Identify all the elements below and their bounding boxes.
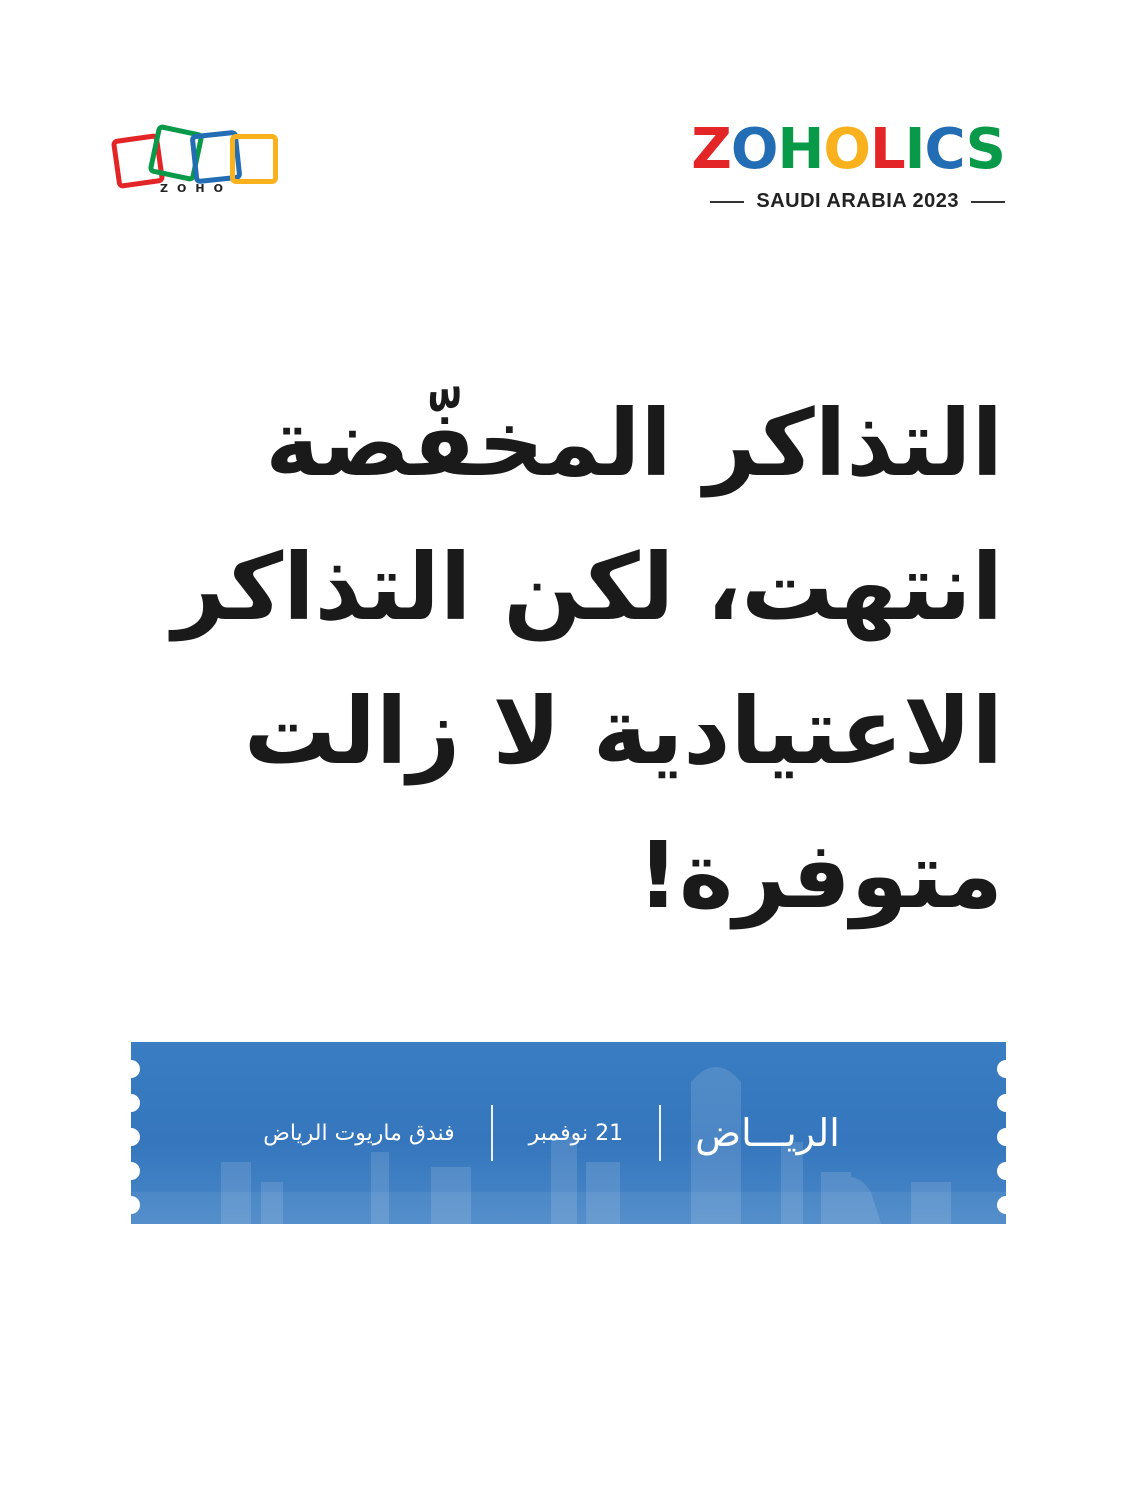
event-subtitle-row <box>685 190 1005 213</box>
zoho-wordmark: ZOHO <box>160 182 232 195</box>
ticket-city: الريـــاض <box>695 1111 840 1155</box>
event-title-letter: O <box>730 117 778 182</box>
event-title-letter: I <box>904 117 925 182</box>
zoholics-logo <box>685 118 1005 213</box>
subtitle-rule-right <box>971 201 1005 203</box>
event-title <box>685 118 1005 182</box>
ticket-details <box>131 1042 1006 1224</box>
event-title-letter: H <box>777 117 824 182</box>
zoho-logo-yellow-square <box>230 134 278 184</box>
ticket-venue: فندق ماريوت الرياض <box>263 1120 455 1146</box>
event-title-letter: L <box>869 117 905 182</box>
event-title-letter: O <box>823 117 870 182</box>
event-title-letter: Z <box>691 117 731 182</box>
ticket-divider <box>659 1105 661 1161</box>
zoho-logo <box>112 122 280 198</box>
event-title-letter: S <box>965 117 1005 182</box>
subtitle-rule-left <box>710 201 744 203</box>
headline-line-1: التذاكر المخفّضة <box>265 390 1003 497</box>
event-subtitle: SAUDI ARABIA 2023 <box>756 190 959 212</box>
headline-line-4: متوفرة! <box>637 822 1003 929</box>
headline-line-3: الاعتيادية لا زالت <box>243 678 1003 785</box>
headline-line-2: انتهت، لكن التذاكر <box>172 534 1003 641</box>
headline <box>103 372 1003 948</box>
ticket-banner <box>131 1042 1006 1224</box>
ticket-date: 21 نوفمبر <box>528 1120 624 1146</box>
event-title-letter: C <box>924 117 966 182</box>
ticket-divider <box>491 1105 493 1161</box>
